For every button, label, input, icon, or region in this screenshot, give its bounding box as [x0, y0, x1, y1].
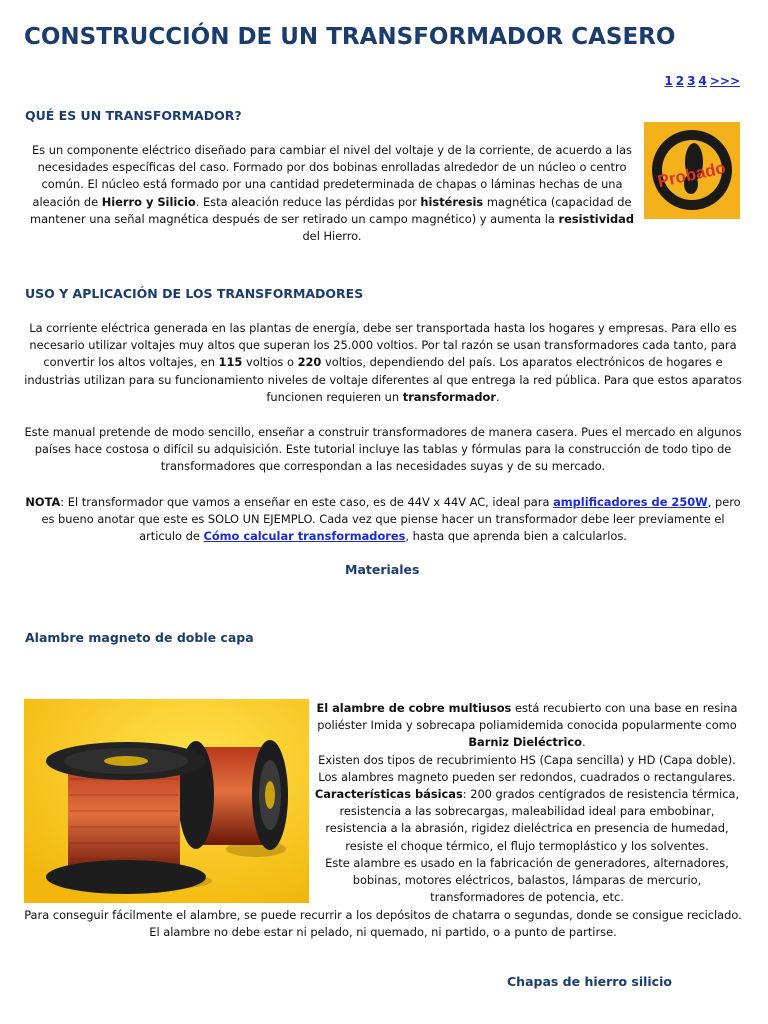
- page-link-1[interactable]: 1: [664, 74, 673, 88]
- nota-paragraph: NOTA: El transformador que vamos a enseñar en este caso, es de 44V x 44V AC, ideal para amplificadores de 250W, pero es bueno anotar que este es SOLO UN EJEMPLO. Cada vez que piense hacer un transformador debe leer previamente el articulo de Cómo calcular transformadores, hasta que aprenda bien a calcularlos.: [25, 495, 741, 544]
- page-link-4[interactable]: 4: [698, 74, 707, 88]
- manual-paragraph: Este manual pretende de modo sencillo, enseñar a construir transformadores de manera casera. Pues el mercado en algunos países hace costosa o difícil su adquisición. Este tutorial incluye las tablas y fórmulas para la construcción de todo tipo de transformadores que correspondan a las necesidades suyas y de su mercado.: [24, 425, 742, 474]
- section-heading-what-is: QUÉ ES UN TRANSFORMADOR?: [25, 108, 242, 123]
- uses-paragraph: La corriente eléctrica generada en las plantas de energía, debe ser transportada hasta los hogares y empresas. Para ello es necesario utilizar voltajes muy altos que superan los 25.000 voltios. Por tal razón se usan transformadores cada tanto, para convertir los altos voltajes, en 115 voltios o 220 voltios, dependiendo del país. Los aparatos electrónicos de hogares e industrias utilizan para su funcionamiento niveles de voltaje diferentes al que entrega la red pública. Para que estos aparatos funcionen requieren un transformador.: [24, 321, 742, 404]
- silicon-iron-sheets-heading: Chapas de hierro silicio: [507, 974, 672, 989]
- wire-description-2: Existen dos tipos de recubrimiento HS (Capa sencilla) y HD (Capa doble). Los alambres magneto pueden ser redondos, cuadrados o rectangulares.: [318, 753, 736, 785]
- copper-wire-spools-image: [24, 699, 309, 903]
- calculate-transformers-link[interactable]: Cómo calcular transformadores: [203, 529, 406, 544]
- next-page-link[interactable]: >>>: [709, 74, 740, 88]
- wire-heading: Alambre magneto de doble capa: [25, 630, 254, 645]
- wire-description-1: El alambre de cobre multiusos está recubierto con una base en resina poliéster Imida y sobrecapa poliamidemida conocida popularmente como Barniz Dieléctrico.: [316, 701, 738, 750]
- probado-badge: [644, 122, 740, 219]
- page-link-2[interactable]: 2: [675, 74, 685, 88]
- probado-stamp-icon: [644, 122, 740, 219]
- wire-uses: Este alambre es usado en la fabricación de generadores, alternadores, bobinas, motores eléctricos, balastos, lámparas de mercurio, transformadores de potencia, etc.: [325, 856, 729, 905]
- section-heading-uses: USO Y APLICACIÓN DE LOS TRANSFORMADORES: [25, 286, 364, 301]
- stamp-text: Probado: [655, 158, 728, 191]
- wire-characteristics: Características básicas: 200 grados centígrados de resistencia térmica, resistencia a las sobrecargas, maleabilidad ideal para embobinar, resistencia a la abrasión, rigidez dieléctrica en presencia de humedad, resiste el choque térmico, el flujo termoplástico y los solventes.: [314, 787, 740, 853]
- page-title: CONSTRUCCIÓN DE UN TRANSFORMADOR CASERO: [24, 24, 676, 50]
- wire-spool-icon: [24, 699, 309, 903]
- materials-heading: Materiales: [345, 562, 420, 577]
- page-link-3[interactable]: 3: [687, 74, 696, 88]
- amplifier-link[interactable]: amplificadores de 250W: [553, 495, 708, 509]
- page-navigation: [661, 74, 740, 88]
- wire-recycling-note: Para conseguir fácilmente el alambre, se puede recurrir a los depósitos de chatarra o segundas, donde se consigue reciclado. El alambre no debe estar ni pelado, ni quemado, ni partido, o a punto de partirse.: [24, 908, 742, 940]
- intro-paragraph: Es un componente eléctrico diseñado para cambiar el nivel del voltaje y de la corriente, de acuerdo a las necesidades específicas del caso. Formado por dos bobinas enrolladas alrededor de un núcleo o centro común. El núcleo está formado por una cantidad predeterminada de chapas o láminas hechas de una aleación de Hierro y Silicio. Esta aleación reduce las pérdidas por histéresis magnética (capacidad de mantener una señal magnética después de ser retirado un campo magnético) y aumenta la resistividad del Hierro.: [29, 143, 635, 244]
